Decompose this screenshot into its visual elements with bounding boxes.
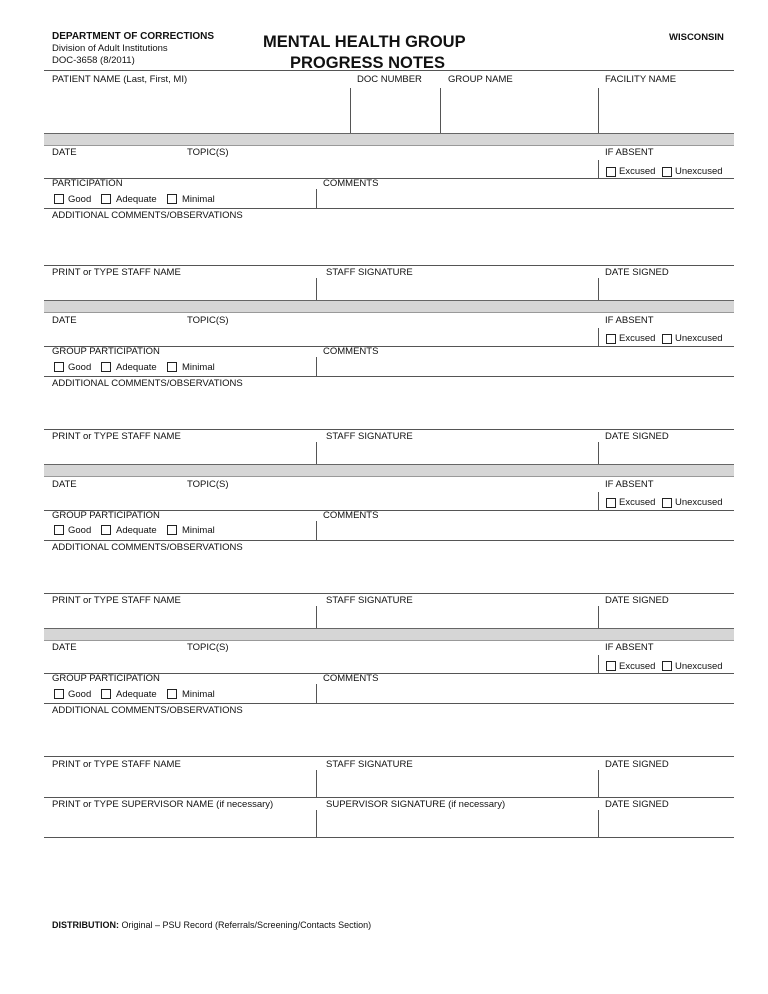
additional-comments-field[interactable]	[44, 391, 734, 429]
staff-signature-field[interactable]	[318, 771, 596, 796]
divider	[44, 837, 734, 838]
divider	[44, 429, 734, 430]
unexcused-checkbox[interactable]	[662, 661, 672, 671]
section-separator	[44, 300, 734, 313]
good-checkbox[interactable]	[54, 525, 64, 535]
excused-label: Excused	[619, 166, 656, 177]
excused-label: Excused	[619, 497, 656, 508]
comments-field[interactable]	[318, 522, 733, 539]
additional-comments-label: ADDITIONAL COMMENTS/OBSERVATIONS	[52, 378, 243, 389]
comments-label: COMMENTS	[323, 346, 379, 357]
divider	[44, 208, 734, 209]
additional-comments-field[interactable]	[44, 223, 734, 265]
staff-signature-label: STAFF SIGNATURE	[326, 431, 413, 442]
group-name-field[interactable]	[441, 88, 597, 133]
date-signed-field[interactable]	[600, 771, 733, 796]
comments-field[interactable]	[318, 358, 733, 375]
date-signed-label: DATE SIGNED	[605, 595, 669, 606]
staff-signature-field[interactable]	[318, 607, 596, 627]
divider	[316, 684, 317, 703]
minimal-label: Minimal	[182, 689, 215, 700]
state-name: WISCONSIN	[669, 32, 724, 43]
divider	[44, 265, 734, 266]
minimal-checkbox[interactable]	[167, 362, 177, 372]
if-absent-label: IF ABSENT	[605, 147, 654, 158]
patient-name-field[interactable]	[44, 88, 349, 133]
date-topics-field[interactable]	[44, 158, 596, 176]
topics-label: TOPIC(S)	[187, 479, 229, 490]
excused-label: Excused	[619, 661, 656, 672]
facility-name-field[interactable]	[599, 88, 734, 133]
adequate-label: Adequate	[116, 362, 157, 373]
section-separator	[44, 464, 734, 477]
date-signed-label: DATE SIGNED	[605, 431, 669, 442]
section-separator	[44, 628, 734, 641]
divider	[598, 770, 599, 797]
additional-comments-field[interactable]	[44, 718, 734, 756]
date-label: DATE	[52, 479, 77, 490]
minimal-label: Minimal	[182, 362, 215, 373]
if-absent-label: IF ABSENT	[605, 315, 654, 326]
date-signed-field[interactable]	[600, 607, 733, 627]
date-label: DATE	[52, 147, 77, 158]
divider	[44, 70, 734, 71]
divider	[316, 278, 317, 300]
minimal-checkbox[interactable]	[167, 194, 177, 204]
excused-label: Excused	[619, 333, 656, 344]
staff-signature-label: STAFF SIGNATURE	[326, 759, 413, 770]
doc-number-field[interactable]	[351, 88, 439, 133]
topics-label: TOPIC(S)	[187, 315, 229, 326]
unexcused-label: Unexcused	[675, 497, 723, 508]
date-label: DATE	[52, 642, 77, 653]
staff-signature-label: STAFF SIGNATURE	[326, 595, 413, 606]
participation-label: GROUP PARTICIPATION	[52, 346, 160, 357]
supervisor-name-label: PRINT or TYPE SUPERVISOR NAME (if necessary)	[52, 799, 274, 810]
divider	[598, 278, 599, 300]
form-number: DOC-3658 (8/2011)	[52, 55, 135, 66]
additional-comments-label: ADDITIONAL COMMENTS/OBSERVATIONS	[52, 705, 243, 716]
additional-comments-label: ADDITIONAL COMMENTS/OBSERVATIONS	[52, 210, 243, 221]
staff-signature-label: STAFF SIGNATURE	[326, 267, 413, 278]
divider	[598, 442, 599, 464]
divider	[44, 797, 734, 798]
comments-field[interactable]	[318, 685, 733, 702]
adequate-checkbox[interactable]	[101, 362, 111, 372]
date-topics-field[interactable]	[44, 490, 596, 508]
additional-comments-field[interactable]	[44, 555, 734, 593]
divider	[316, 770, 317, 797]
date-signed-label: DATE SIGNED	[605, 759, 669, 770]
group-name-label: GROUP NAME	[448, 74, 513, 85]
divider	[316, 442, 317, 464]
comments-label: COMMENTS	[323, 178, 379, 189]
participation-label: PARTICIPATION	[52, 178, 123, 189]
adequate-label: Adequate	[116, 525, 157, 536]
supervisor-name-field[interactable]	[44, 811, 314, 836]
unexcused-label: Unexcused	[675, 661, 723, 672]
adequate-checkbox[interactable]	[101, 525, 111, 535]
date-label: DATE	[52, 315, 77, 326]
staff-name-field[interactable]	[44, 279, 314, 299]
staff-name-field[interactable]	[44, 607, 314, 627]
staff-signature-field[interactable]	[318, 443, 596, 463]
divider	[316, 810, 317, 837]
good-checkbox[interactable]	[54, 362, 64, 372]
unexcused-checkbox[interactable]	[662, 334, 672, 344]
excused-checkbox[interactable]	[606, 167, 616, 177]
divider	[316, 189, 317, 208]
date-signed-label: DATE SIGNED	[605, 267, 669, 278]
divider	[598, 606, 599, 628]
distribution-text: Original – PSU Record (Referrals/Screening/Contacts Section)	[121, 920, 372, 930]
comments-label: COMMENTS	[323, 510, 379, 521]
divider	[44, 756, 734, 757]
divider	[44, 540, 734, 541]
supervisor-signature-label: SUPERVISOR SIGNATURE (if necessary)	[326, 799, 506, 810]
unexcused-label: Unexcused	[675, 166, 723, 177]
facility-name-label: FACILITY NAME	[605, 74, 677, 85]
participation-label: GROUP PARTICIPATION	[52, 673, 160, 684]
if-absent-label: IF ABSENT	[605, 642, 654, 653]
page-title-line1: MENTAL HEALTH GROUP	[263, 33, 466, 51]
comments-field[interactable]	[318, 190, 733, 207]
staff-signature-field[interactable]	[318, 279, 596, 299]
divider	[316, 521, 317, 540]
minimal-checkbox[interactable]	[167, 525, 177, 535]
date-topics-field[interactable]	[44, 653, 596, 671]
staff-name-label: PRINT or TYPE STAFF NAME	[52, 431, 181, 442]
department-name: DEPARTMENT OF CORRECTIONS	[52, 31, 215, 42]
divider	[316, 606, 317, 628]
adequate-label: Adequate	[116, 689, 157, 700]
page-title-line2: PROGRESS NOTES	[290, 54, 445, 72]
excused-checkbox[interactable]	[606, 661, 616, 671]
date-signed-field[interactable]	[600, 279, 733, 299]
additional-comments-label: ADDITIONAL COMMENTS/OBSERVATIONS	[52, 542, 243, 553]
comments-label: COMMENTS	[323, 673, 379, 684]
footer	[52, 921, 371, 930]
topics-label: TOPIC(S)	[187, 642, 229, 653]
divider	[44, 703, 734, 704]
adequate-checkbox[interactable]	[101, 194, 111, 204]
minimal-label: Minimal	[182, 525, 215, 536]
good-label: Good	[68, 194, 92, 205]
minimal-label: Minimal	[182, 194, 215, 205]
good-label: Good	[68, 525, 92, 536]
section-separator	[44, 133, 734, 146]
divider	[598, 492, 599, 510]
adequate-label: Adequate	[116, 194, 157, 205]
divider	[598, 655, 599, 673]
divider	[316, 357, 317, 376]
divider	[44, 593, 734, 594]
supervisor-signature-field[interactable]	[318, 811, 596, 836]
distribution-label: DISTRIBUTION:	[52, 920, 119, 930]
unexcused-label: Unexcused	[675, 333, 723, 344]
staff-name-field[interactable]	[44, 771, 314, 796]
unexcused-checkbox[interactable]	[662, 498, 672, 508]
good-label: Good	[68, 362, 92, 373]
topics-label: TOPIC(S)	[187, 147, 229, 158]
divider	[598, 810, 599, 837]
good-label: Good	[68, 689, 92, 700]
staff-name-field[interactable]	[44, 443, 314, 463]
doc-number-label: DOC NUMBER	[357, 74, 422, 85]
supervisor-date-signed-field[interactable]	[600, 811, 733, 836]
division-name: Division of Adult Institutions	[52, 43, 168, 54]
participation-label: GROUP PARTICIPATION	[52, 510, 160, 521]
patient-name-label: PATIENT NAME (Last, First, MI)	[52, 74, 188, 85]
good-checkbox[interactable]	[54, 194, 64, 204]
excused-checkbox[interactable]	[606, 498, 616, 508]
divider	[598, 328, 599, 346]
divider	[44, 376, 734, 377]
divider	[44, 178, 734, 179]
excused-checkbox[interactable]	[606, 334, 616, 344]
staff-name-label: PRINT or TYPE STAFF NAME	[52, 267, 181, 278]
good-checkbox[interactable]	[54, 689, 64, 699]
staff-name-label: PRINT or TYPE STAFF NAME	[52, 595, 181, 606]
divider	[598, 160, 599, 178]
staff-name-label: PRINT or TYPE STAFF NAME	[52, 759, 181, 770]
date-topics-field[interactable]	[44, 326, 596, 344]
minimal-checkbox[interactable]	[167, 689, 177, 699]
date-signed-field[interactable]	[600, 443, 733, 463]
if-absent-label: IF ABSENT	[605, 479, 654, 490]
adequate-checkbox[interactable]	[101, 689, 111, 699]
unexcused-checkbox[interactable]	[662, 167, 672, 177]
supervisor-date-signed-label: DATE SIGNED	[605, 799, 669, 810]
